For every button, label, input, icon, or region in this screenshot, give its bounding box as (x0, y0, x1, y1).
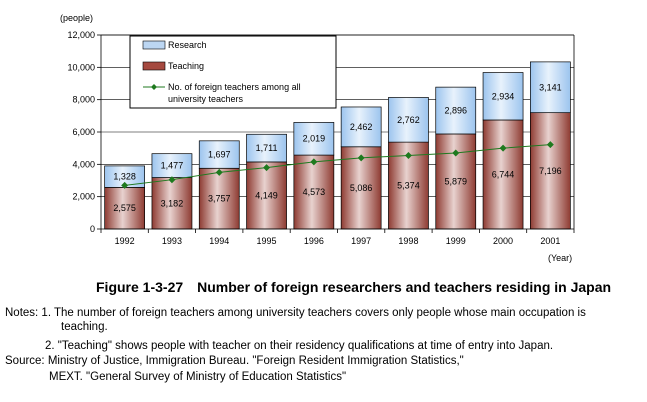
value-label-teaching: 5,086 (349, 182, 373, 193)
x-tick-label: 1995 (256, 236, 277, 246)
figure-number: Figure 1-3-27 (96, 279, 184, 295)
legend-label-research: Research (168, 40, 207, 50)
y-tick-label: 8,000 (72, 94, 95, 105)
x-tick-label: 2001 (540, 236, 561, 246)
value-label-research: 2,896 (444, 105, 468, 116)
y-tick-label: 10,000 (67, 62, 95, 73)
value-label-research: 1,711 (255, 143, 278, 154)
x-tick-label: 2000 (493, 236, 514, 246)
legend-label-line-2: university teachers (168, 94, 244, 104)
legend-swatch-research (143, 41, 165, 49)
x-tick-label: 1994 (209, 236, 230, 246)
value-label-teaching: 6,744 (491, 169, 515, 180)
value-label-teaching: 4,573 (302, 187, 326, 198)
note-line-3: 2. "Teaching" shows people with teacher on their residency qualifications at time of entry into Japan. (45, 340, 554, 352)
x-tick-label: 1996 (303, 236, 324, 246)
value-label-research: 2,019 (302, 133, 326, 144)
value-label-teaching: 4,149 (255, 190, 278, 201)
value-label-teaching: 7,196 (539, 165, 562, 176)
value-label-research: 2,934 (491, 91, 515, 102)
value-label-teaching: 3,757 (207, 193, 231, 204)
y-tick-label: 12,000 (67, 30, 95, 40)
x-tick-label: 1999 (445, 236, 466, 246)
legend (130, 36, 336, 108)
y-tick-label: 4,000 (72, 159, 95, 170)
x-tick-label: 1998 (398, 236, 419, 246)
legend-swatch-teaching (143, 62, 165, 70)
y-tick-label: 2,000 (72, 191, 95, 202)
x-tick-label: 1997 (351, 236, 372, 246)
value-label-teaching: 5,879 (444, 176, 468, 187)
value-label-research: 2,462 (349, 121, 373, 132)
source-line-2: MEXT. "General Survey of Ministry of Education Statistics" (49, 371, 347, 383)
figure-title-text: Number of foreign researchers and teachers residing in Japan (197, 279, 612, 295)
value-label-research: 2,762 (397, 114, 420, 125)
value-label-research: 3,141 (539, 82, 562, 93)
source-line-1: Source: Ministry of Justice, Immigration Bureau. "Foreign Resident Immigration Statistics," (5, 355, 464, 367)
x-axis-unit-label: (Year) (548, 253, 573, 263)
legend-label-teaching: Teaching (168, 61, 205, 71)
value-label-research: 1,328 (113, 171, 136, 182)
note-line-2: teaching. (61, 321, 108, 333)
legend-label-line-1: No. of foreign teachers among all (168, 82, 301, 92)
value-label-teaching: 3,182 (160, 198, 184, 209)
value-label-teaching: 2,575 (113, 203, 136, 214)
y-tick-label: 6,000 (72, 127, 95, 137)
value-label-teaching: 5,374 (397, 180, 420, 191)
value-label-research: 1,477 (160, 160, 184, 171)
note-line-1: Notes: 1. The number of foreign teachers among university teachers covers only people whose main occupation is (5, 307, 586, 319)
figure-title (96, 279, 611, 295)
x-axis (101, 229, 574, 246)
y-tick-label: 0 (89, 224, 95, 234)
x-tick-label: 1992 (114, 236, 135, 246)
y-axis-unit-label: (people) (60, 13, 94, 23)
x-tick-label: 1993 (161, 236, 182, 246)
value-label-research: 1,697 (207, 149, 231, 160)
